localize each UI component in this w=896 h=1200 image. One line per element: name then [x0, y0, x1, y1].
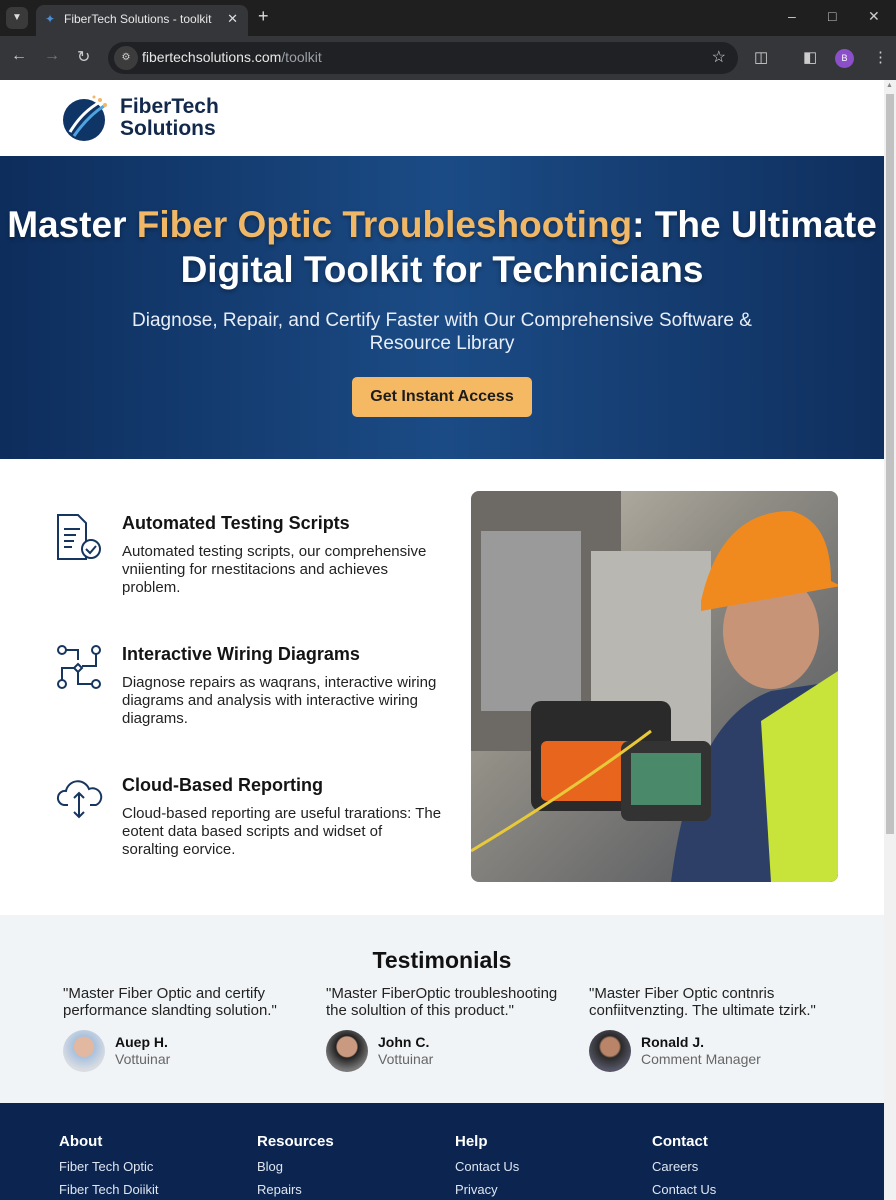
close-window-button[interactable]: ✕	[868, 8, 880, 24]
footer-column-help	[455, 1133, 519, 1200]
footer-heading: Resources	[257, 1133, 334, 1150]
testimonial-role: Vottuinar	[378, 1051, 434, 1067]
browser-tab-bar	[0, 0, 896, 36]
footer-heading: Contact	[652, 1133, 708, 1150]
scroll-up-icon[interactable]: ▲	[886, 82, 893, 89]
url-path: /toolkit	[281, 49, 322, 65]
extensions-icon[interactable]: ◫	[754, 49, 769, 66]
minimize-button[interactable]: –	[788, 8, 796, 24]
menu-icon[interactable]: ⋮	[873, 49, 888, 66]
title-pre: Master	[7, 204, 137, 245]
site-footer	[0, 1103, 884, 1200]
reload-button[interactable]: ↻	[77, 49, 91, 66]
profile-avatar[interactable]: B	[835, 49, 854, 68]
hero-subtitle: Diagnose, Repair, and Certify Faster with Our Comprehensive Software & Resource Library	[132, 310, 752, 354]
avatar	[63, 1030, 105, 1072]
footer-link[interactable]: Careers	[652, 1159, 699, 1174]
testimonial-quote: "Master Fiber Optic contnris confiitvenzting. The ultimate tzirk."	[589, 985, 816, 1019]
brand-line-2: Solutions	[120, 117, 216, 140]
technician-photo	[471, 491, 838, 882]
web-page	[0, 80, 884, 1200]
maximize-button[interactable]: □	[828, 8, 837, 24]
testimonial-card	[63, 985, 313, 1067]
brand-name[interactable]	[120, 96, 219, 140]
scrollbar-thumb[interactable]	[886, 94, 894, 834]
fibertech-logo-icon[interactable]	[60, 92, 112, 144]
close-tab-icon[interactable]: ✕	[227, 11, 238, 26]
footer-column-resources	[257, 1133, 334, 1200]
get-instant-access-button[interactable]: Get Instant Access	[352, 377, 531, 417]
testimonial-name: Auep H.	[115, 1034, 168, 1050]
footer-link[interactable]: Contact Us	[652, 1182, 717, 1197]
avatar	[589, 1030, 631, 1072]
footer-link[interactable]: Blog	[257, 1159, 284, 1174]
feature-title: Automated Testing Scripts	[122, 513, 350, 533]
site-info-icon[interactable]: ⚙	[114, 46, 138, 70]
cloud-upload-icon	[56, 775, 104, 823]
avatar	[326, 1030, 368, 1072]
testimonials-section	[0, 915, 884, 1103]
feature-text: Automated testing scripts, our comprehensive vniienting for rnestitacions and achieves problem.	[122, 543, 427, 596]
back-button[interactable]: ←	[11, 47, 27, 64]
feature-text: Diagnose repairs as waqrans, interactive wiring diagrams and analysis with interactive wiring diagrams.	[122, 674, 437, 727]
browser-toolbar	[0, 36, 896, 80]
features-section	[0, 459, 884, 915]
new-tab-button[interactable]: +	[258, 6, 269, 26]
footer-link[interactable]: Contact Us	[455, 1159, 520, 1174]
testimonial-name: John C.	[378, 1034, 430, 1050]
testimonial-card	[326, 985, 576, 1067]
footer-column-contact	[652, 1133, 716, 1200]
page-scrollbar[interactable]	[884, 80, 896, 1200]
browser-tab[interactable]	[36, 5, 248, 36]
tab-search-button[interactable]: ▼	[6, 7, 28, 29]
testimonials-heading: Testimonials	[372, 947, 512, 973]
favicon-icon: ✦	[45, 12, 56, 26]
hero-title	[0, 202, 884, 292]
footer-link[interactable]: Fiber Tech Optic	[59, 1159, 154, 1174]
testimonial-quote: "Master FiberOptic troubleshooting the solultion of this product."	[326, 985, 558, 1019]
bookmark-star-icon[interactable]: ☆	[711, 49, 726, 66]
feature-title: Cloud-Based Reporting	[122, 775, 323, 795]
wiring-diagram-icon	[56, 644, 104, 692]
side-panel-icon[interactable]: ◧	[803, 49, 818, 66]
brand-line-1: FiberTech	[120, 95, 219, 118]
testimonial-role: Comment Manager	[641, 1051, 761, 1067]
document-check-icon	[56, 513, 104, 561]
footer-link[interactable]: Fiber Tech Doiikit	[59, 1182, 159, 1197]
address-bar[interactable]	[108, 42, 738, 74]
testimonial-name: Ronald J.	[641, 1034, 705, 1050]
footer-column-about	[59, 1133, 158, 1200]
site-header	[0, 80, 884, 156]
tab-title: FiberTech Solutions - toolkit	[64, 12, 212, 26]
forward-button[interactable]: →	[44, 47, 60, 64]
footer-link[interactable]: Privacy	[455, 1182, 498, 1197]
url-host: fibertechsolutions.com	[142, 49, 282, 65]
testimonial-role: Vottuinar	[115, 1051, 171, 1067]
hero-section	[0, 156, 884, 459]
feature-text: Cloud-based reporting are useful trarations: The eotent data based scripts and widset of soralting eorvice.	[122, 805, 442, 858]
title-highlight: Fiber Optic Troubleshooting	[136, 204, 633, 245]
footer-heading: About	[59, 1133, 103, 1150]
feature-title: Interactive Wiring Diagrams	[122, 644, 360, 664]
testimonial-quote: "Master Fiber Optic and certify performance slandting solution."	[63, 985, 277, 1019]
footer-heading: Help	[455, 1133, 488, 1150]
title-post: : The Ultimate Digital Toolkit for Technicians	[180, 204, 877, 290]
footer-link[interactable]: Repairs	[257, 1182, 302, 1197]
testimonial-card	[589, 985, 839, 1067]
